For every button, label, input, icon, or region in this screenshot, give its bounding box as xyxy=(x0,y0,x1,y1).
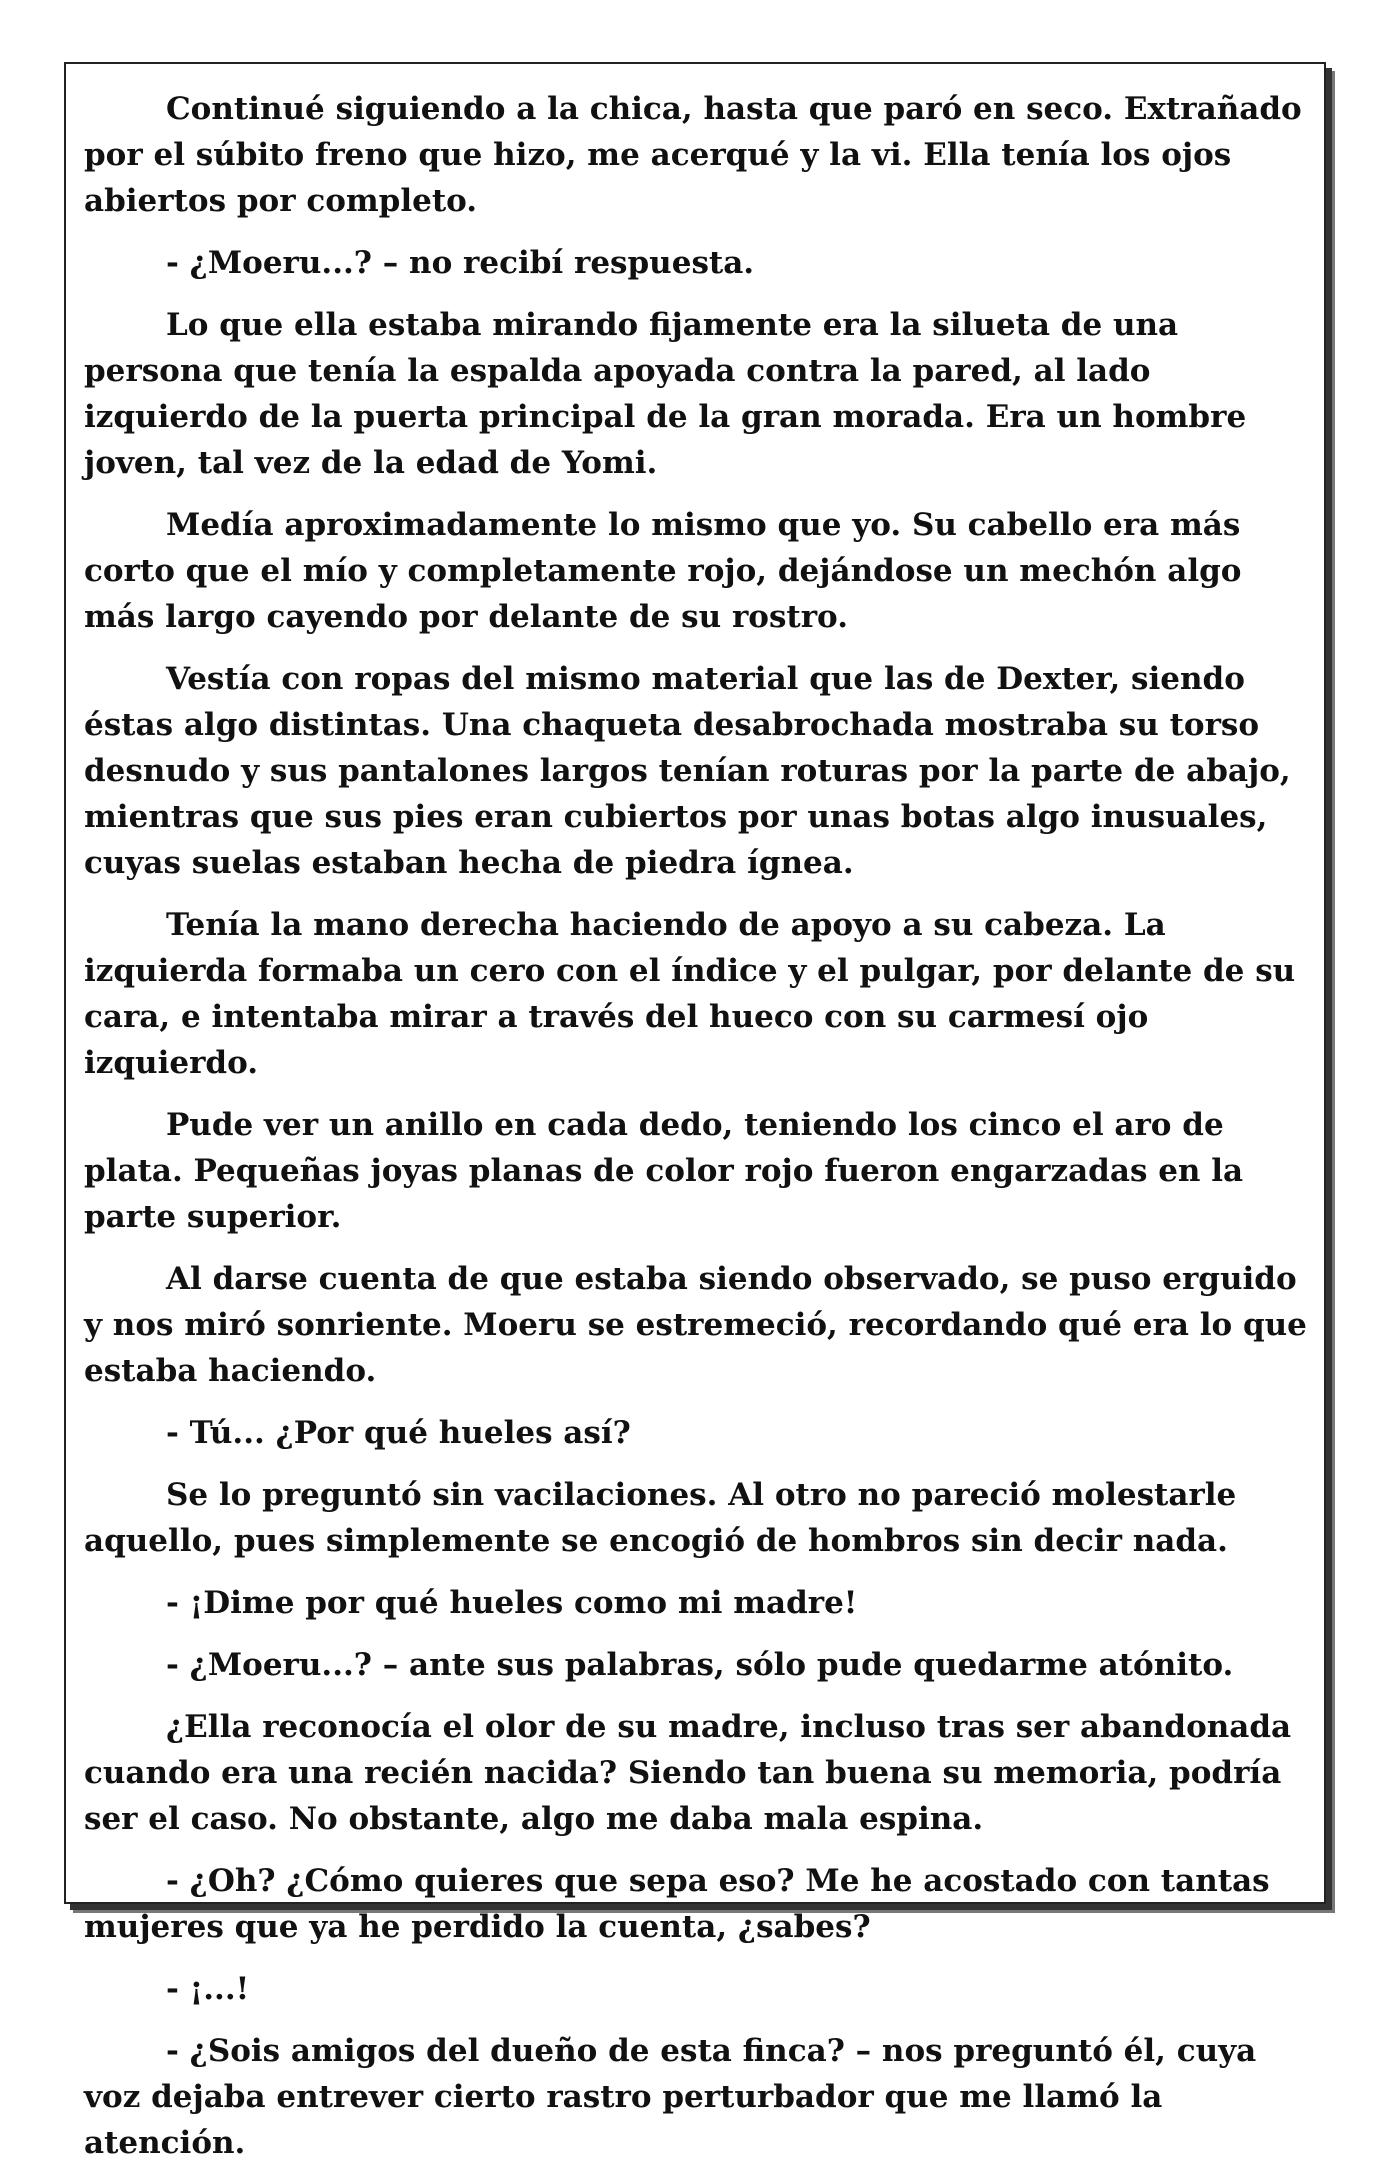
paragraph: - ¡...! xyxy=(166,1971,250,2007)
paragraph: ¿Ella reconocía el olor de su madre, incluso tras ser abandonada cuando era una recién nacida? Siendo tan buena su memoria, podría ser el caso. No obstante, algo me daba mala espina. xyxy=(84,1709,1292,1837)
paragraph: - ¡Dime por qué hueles como mi madre! xyxy=(166,1585,858,1621)
paragraph: - ¿Moeru...? – ante sus palabras, sólo pude quedarme atónito. xyxy=(166,1647,1234,1683)
paragraph: Al darse cuenta de que estaba siendo observado, se puso erguido y nos miró sonriente. Moeru se estremeció, recordando qué era lo que estaba haciendo. xyxy=(84,1261,1307,1389)
paragraph: Se lo preguntó sin vacilaciones. Al otro no pareció molestarle aquello, pues simplemente se encogió de hombros sin decir nada. xyxy=(84,1477,1237,1559)
paragraph: Lo que ella estaba mirando fijamente era la silueta de una persona que tenía la espalda apoyada contra la pared, al lado izquierdo de la puerta principal de la gran morada. Era un hombre joven, tal vez de la edad de Yomi. xyxy=(84,307,1247,481)
paragraph: Continué siguiendo a la chica, hasta que paró en seco. Extrañado por el súbito freno que hizo, me acerqué y la vi. Ella tenía los ojos abiertos por completo. xyxy=(84,91,1302,219)
paragraph: - ¿Moeru...? – no recibí respuesta. xyxy=(166,245,755,281)
paragraph: Pude ver un anillo en cada dedo, teniendo los cinco el aro de plata. Pequeñas joyas planas de color rojo fueron engarzadas en la parte superior. xyxy=(84,1107,1244,1235)
paragraph: Medía aproximadamente lo mismo que yo. Su cabello era más corto que el mío y completamente rojo, dejándose un mechón algo más largo cayendo por delante de su rostro. xyxy=(84,507,1242,635)
paragraph: Vestía con ropas del mismo material que las de Dexter, siendo éstas algo distintas. Una chaqueta desabrochada mostraba su torso desnudo y sus pantalones largos tenían roturas por la parte de abajo, mientras que sus pies eran cubiertos por unas botas algo inusuales, cuyas suelas estaban hecha de piedra ígnea. xyxy=(84,661,1291,881)
paragraph: - Tú... ¿Por qué hueles así? xyxy=(166,1415,631,1451)
page-frame xyxy=(64,62,1326,2161)
paragraph: - ¿Oh? ¿Cómo quieres que sepa eso? Me he acostado con tantas mujeres que ya he perdido la cuenta, ¿sabes? xyxy=(84,1863,1270,1945)
paragraph: Tenía la mano derecha haciendo de apoyo a su cabeza. La izquierda formaba un cero con el índice y el pulgar, por delante de su cara, e intentaba mirar a través del hueco con su carmesí ojo izquierdo. xyxy=(84,907,1296,1081)
paragraph: - ¿Sois amigos del dueño de esta finca? – nos preguntó él, cuya voz dejaba entrever cierto rastro perturbador que me llamó la atención. xyxy=(84,2033,1257,2161)
document-body xyxy=(84,86,1312,2182)
